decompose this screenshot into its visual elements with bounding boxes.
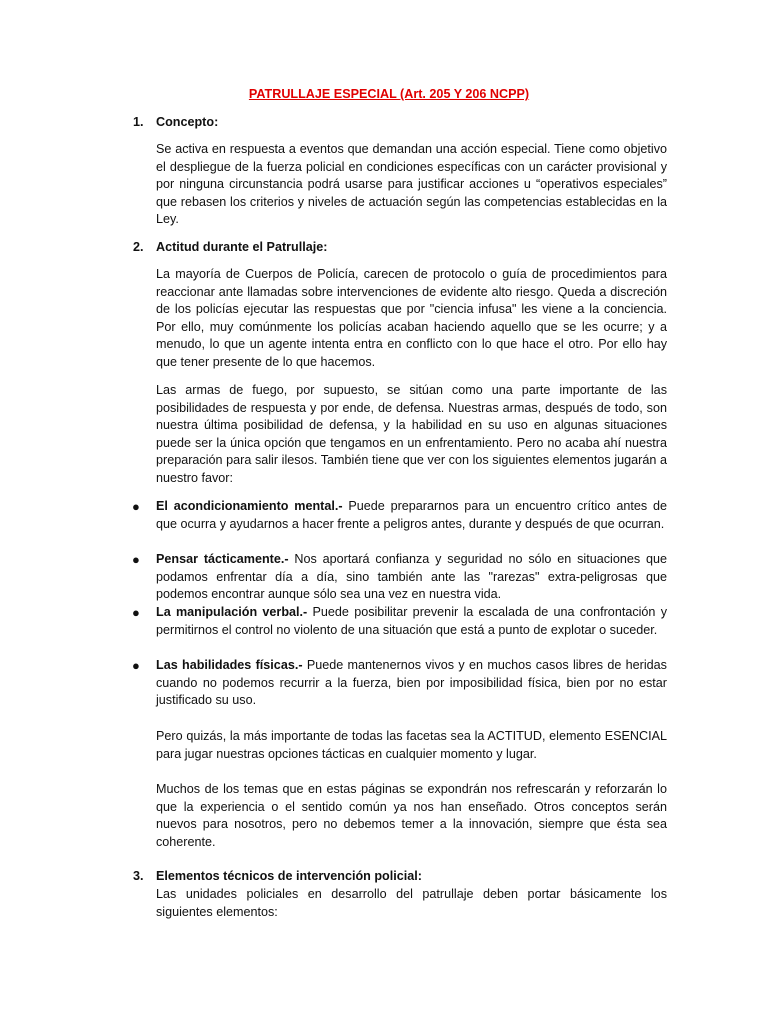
bullet-term: Pensar tácticamente.-	[156, 552, 289, 566]
actitud-closing-2: Muchos de los temas que en estas páginas se expondrán nos refrescarán y reforzarán lo que la experiencia o el sentido común ya nos han enseñado. Otros conceptos serán nuevos para nosotros, pero no debemos temer a la innovación, siempre que ésta sea coherente.	[156, 782, 667, 849]
bullet-term: Las habilidades físicas.-	[156, 658, 303, 672]
bullet-term: La manipulación verbal.-	[156, 605, 308, 619]
bullet-item	[132, 657, 667, 710]
bullet-text: Puede mantenernos vivos y en muchos casos libres de heridas cuando no podemos recurrir a la fuerza, bien por imposibilidad física, bien por no estar justificado su uso.	[156, 658, 667, 708]
bullet-term: El acondicionamiento mental.-	[156, 499, 343, 513]
actitud-closing-1: Pero quizás, la más importante de todas las facetas sea la ACTITUD, elemento ESENCIAL para jugar nuestras opciones tácticas en cualquier momento y lugar.	[156, 729, 667, 761]
bullet-dot-icon: ●	[132, 499, 140, 514]
bullet-item	[132, 604, 667, 639]
bullet-text: Puede posibilitar prevenir la escalada de una confrontación y permitirnos el control no violento de una situación que está a punto de explotar o suceder.	[156, 605, 667, 637]
bullet-dot-icon: ●	[132, 658, 140, 673]
document-title: PATRULLAJE ESPECIAL (Art. 205 Y 206 NCPP)	[248, 87, 530, 101]
actitud-paragraph-2: Las armas de fuego, por supuesto, se sitúan como una parte importante de las posibilidades de respuesta y por ende, de defensa. Nuestras armas, después de todo, son nuestra última posibilidad de defensa, y la habilidad en su uso en algunas situaciones puede ser la única opción que tengamos en un enfrentamiento. Pero no acaba ahí nuestra preparación para salir ilesos. También tiene que ver con los siguientes elementos jugarán a nuestro favor:	[156, 383, 667, 485]
section-heading-actitud	[133, 240, 327, 254]
section-number: 3.	[133, 869, 144, 883]
concepto-paragraph: Se activa en respuesta a eventos que demandan una acción especial. Tiene como objetivo el despliegue de la fuerza policial en condiciones específicas con un carácter provisional y por ninguna circunstancia podrá usarse para justificar acciones u “operativos especiales” que rebasen los criterios y niveles de actuación según las competencias establecidas en la Ley.	[156, 142, 667, 227]
bullet-item	[132, 551, 667, 604]
elementos-paragraph: Las unidades policiales en desarrollo del patrullaje deben portar básicamente los siguientes elementos:	[156, 887, 667, 919]
section-title: Concepto:	[156, 115, 219, 129]
section-heading-concepto	[133, 115, 218, 129]
section-title: Actitud durante el Patrullaje:	[156, 240, 328, 254]
bullet-text: Puede prepararnos para un encuentro crítico antes de que ocurra y ayudarnos a hacer frente a peligros antes, durante y después de que ocurran.	[156, 499, 667, 531]
section-number: 1.	[133, 115, 144, 129]
bullet-text: Nos aportará confianza y seguridad no sólo en situaciones que podamos enfrentar día a día, sino también ante las "rarezas" extra-peligrosas que podemos encontrar aunque sólo sea una vez en nuestra vida.	[156, 552, 667, 602]
actitud-paragraph-1: La mayoría de Cuerpos de Policía, carecen de protocolo o guía de procedimientos para reaccionar ante llamadas sobre intervenciones de evidente alto riesgo. Queda a discreción de los policías ejecutar las respuestas que por "ciencia infusa" les viene a la conciencia. Por ello, muy comúnmente los policías acaban haciendo aquello que se les ocurre; y a menudo, lo que un agente intenta entra en conflicto con lo que hace el otro. Por ello hay que tener presente de lo que hacemos.	[156, 267, 667, 369]
section-title: Elementos técnicos de intervención policial:	[156, 869, 422, 883]
section-number: 2.	[133, 240, 144, 254]
bullet-dot-icon: ●	[132, 605, 140, 620]
section-heading-elementos	[133, 869, 422, 883]
bullet-dot-icon: ●	[132, 552, 140, 567]
bullet-item	[132, 498, 667, 533]
